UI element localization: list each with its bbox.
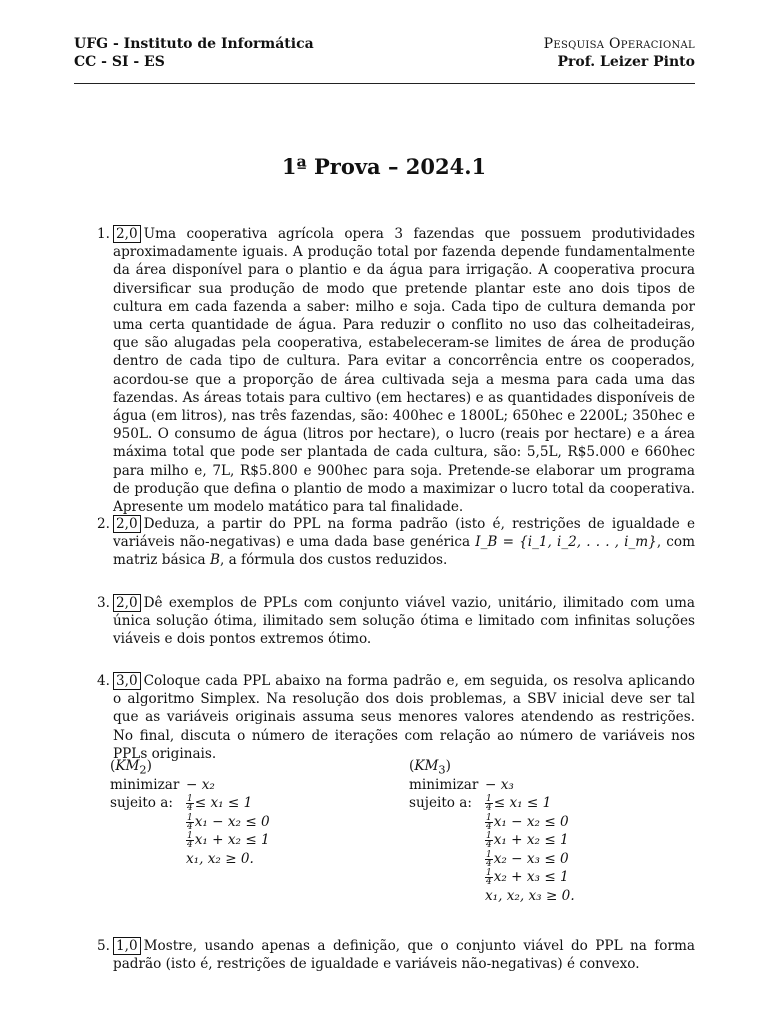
fraction: $\frac{1}{4}$ — [486, 868, 492, 887]
constraint-4: $\frac{1}{4}$ x₂ − x₃ ≤ 0 — [486, 849, 569, 869]
objective-label: minimizar — [409, 776, 479, 793]
constraint-nonneg: x₁, x₂, x₃ ≥ 0. — [485, 887, 575, 904]
constraint-nonneg: x₁, x₂ ≥ 0. — [186, 850, 254, 867]
points-badge: 2,0 — [113, 594, 141, 612]
question-4 — [90, 672, 695, 763]
question-number: 4. — [97, 673, 110, 689]
problem-name: $(KM_3)$ — [409, 758, 451, 777]
objective-expression: − x₂ — [186, 776, 215, 793]
question-number: 5. — [97, 938, 110, 954]
institution-name: UFG - Instituto de Informática — [74, 36, 314, 52]
constraint-5: $\frac{1}{4}$ x₂ + x₃ ≤ 1 — [486, 868, 569, 887]
basis-matrix-symbol: B — [209, 552, 220, 569]
question-text: Uma cooperativa agrícola opera 3 fazendas que possuem produtividades aproximadamente iguais. A produção total por fazenda depende fundamentalmente da área disponível para o plantio e da água para irrigação. A cooperativa procura diversificar sua produção de modo que pretende plantar este ano dois tipos de cultura em cada fazenda a saber: milho e soja. Cada tipo de cultura demanda por uma certa quantidade de água. Para reduzir o conflito no uso das colheitadeiras, que são alugadas pela cooperativa, estabeleceram-se limites de área de produção dentro de cada tipo de cultura. Para evitar a concorrência entre os cooperados, acordou-se que a proporção de área cultivada seja a mesma para cada uma das fazendas. As áreas totais para cultivo (em hectares) e as quantidades disponíveis de água (em litros), nas três fazendas, são: 400hec e 1800L; 650hec e 2200L; 350hec e 950L. O consumo de água (litros por hectare), o lucro (reais por hectare) e a área máxima total que pode ser plantada de cada cultura, são: 5,5L, R$5.000 e 660hec para milho e, 7L, R$5.800 e 900hec para soja. Pretende-se elaborar um programa de produção que defina o plantio de modo a maximizar o lucro total da cooperativa. Apresente um modelo matático para tal finalidade. — [113, 226, 695, 516]
professor-name: Prof. Leizer Pinto — [557, 54, 695, 70]
fraction: $\frac{1}{4}$ — [486, 794, 492, 813]
points-badge: 2,0 — [113, 515, 141, 533]
points-badge: 3,0 — [113, 672, 141, 690]
constraint-3: $\frac{1}{4}$ x₁ + x₂ ≤ 1 — [486, 831, 569, 850]
problem-km3 — [409, 757, 689, 905]
fraction: $\frac{1}{4}$ — [187, 812, 193, 832]
problem-km2 — [110, 757, 370, 868]
constraint-1: $\frac{1}{4}$ ≤ x₁ ≤ 1 — [187, 794, 253, 813]
question-number: 2. — [97, 516, 110, 532]
question-text: Deduza, a partir do PPL na forma padrão (isto é, restrições de igualdade e variáveis não-negativas) e uma dada base genérica — [113, 516, 695, 551]
fraction: $\frac{1}{4}$ — [187, 831, 193, 850]
header-divider — [74, 83, 695, 84]
header-left — [74, 35, 314, 71]
question-text: Coloque cada PPL abaixo na forma padrão e, em seguida, os resolva aplicando o algoritmo Simplex. Na resolução dos dois problemas, a SBV inicial deve ser tal que as variáveis originais assuma seus menores valores atendendo as restrições. No final, discuta o número de iterações com relação ao número de variáveis nos PPLs originais. — [113, 673, 695, 762]
constraint-2: $\frac{1}{4}$ x₁ − x₂ ≤ 0 — [486, 812, 569, 832]
objective-label: minimizar — [110, 776, 180, 793]
points-badge: 2,0 — [113, 225, 141, 243]
question-3 — [90, 594, 695, 649]
constraints-label: sujeito a: — [409, 795, 472, 811]
question-2 — [90, 515, 695, 570]
question-number: 3. — [97, 595, 110, 611]
constraints-label: sujeito a: — [110, 795, 173, 811]
question-5 — [90, 937, 695, 973]
fraction: $\frac{1}{4}$ — [486, 831, 492, 850]
fraction: $\frac{1}{4}$ — [486, 849, 492, 869]
constraint-3: $\frac{1}{4}$ x₁ + x₂ ≤ 1 — [187, 831, 270, 850]
header-right — [544, 35, 695, 71]
course-name: Pesquisa Operacional — [543, 36, 695, 52]
objective-expression: − x₃ — [485, 776, 514, 793]
question-1 — [90, 225, 695, 516]
fraction: $\frac{1}{4}$ — [486, 812, 492, 832]
question-number: 1. — [97, 226, 110, 242]
constraint-1: $\frac{1}{4}$ ≤ x₁ ≤ 1 — [486, 794, 552, 813]
constraint-2: $\frac{1}{4}$ x₁ − x₂ ≤ 0 — [187, 812, 270, 832]
points-badge: 1,0 — [113, 937, 141, 955]
question-text: , a fórmula dos custos reduzidos. — [219, 552, 448, 569]
problem-name: $(KM_2)$ — [110, 758, 152, 777]
question-text: , com matriz básica — [113, 534, 695, 569]
question-text: Dê exemplos de PPLs com conjunto viável vazio, unitário, ilimitado com uma única solução ótima, ilimitado sem solução ótima e limitado com infinitas soluções viáveis e dois pontos extremos ótimo. — [113, 595, 695, 648]
exam-title: 1ª Prova – 2024.1 — [281, 154, 487, 179]
base-index-set: I_B = {i_1, i_2, . . . , i_m} — [475, 534, 657, 551]
course-codes: CC - SI - ES — [74, 54, 165, 70]
question-text: Mostre, usando apenas a definição, que o conjunto viável do PPL na forma padrão (isto é, restrições de igualdade e variáveis não-negativas) é convexo. — [113, 938, 695, 973]
fraction: $\frac{1}{4}$ — [187, 794, 193, 813]
